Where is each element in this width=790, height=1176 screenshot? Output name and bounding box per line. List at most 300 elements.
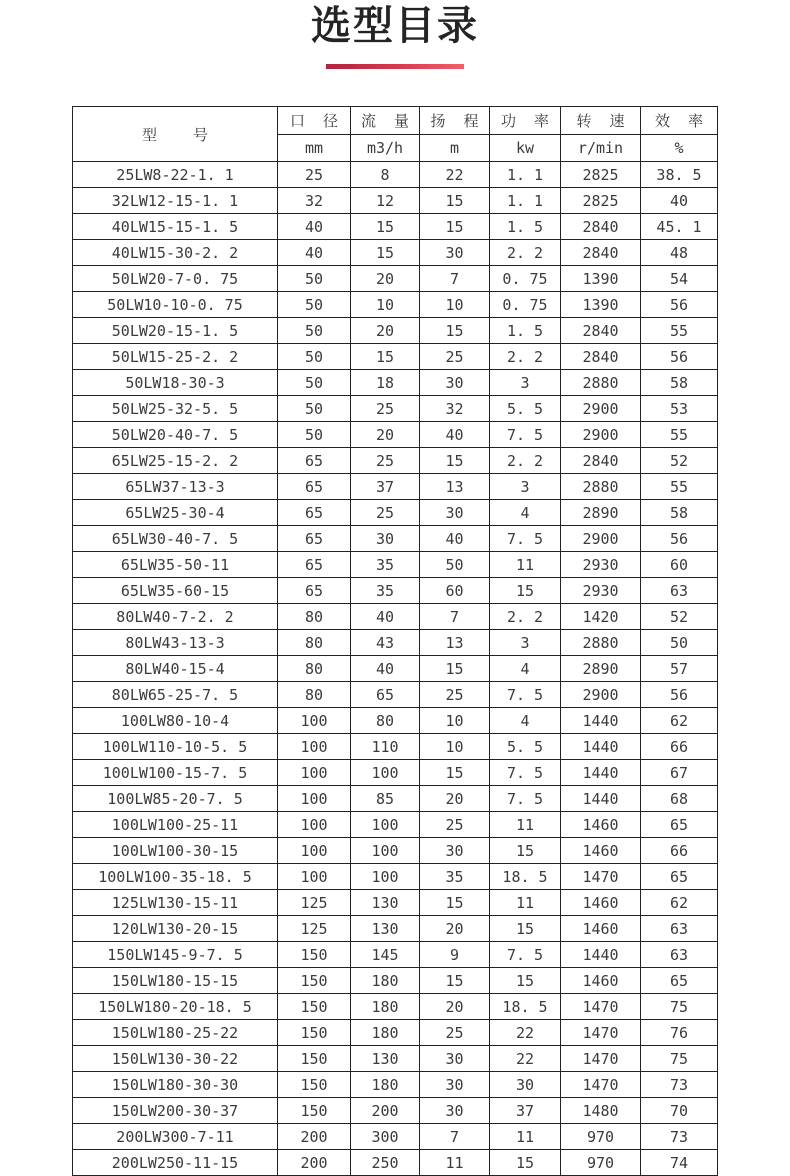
- value-cell: 73: [641, 1072, 718, 1098]
- model-cell: 50LW20-40-7. 5: [73, 422, 278, 448]
- column-header-unit: r/min: [561, 135, 641, 162]
- value-cell: 0. 75: [490, 292, 561, 318]
- value-cell: 50: [278, 344, 351, 370]
- value-cell: 13: [420, 474, 490, 500]
- model-cell: 50LW18-30-3: [73, 370, 278, 396]
- value-cell: 125: [278, 890, 351, 916]
- value-cell: 100: [278, 708, 351, 734]
- value-cell: 74: [641, 1150, 718, 1176]
- value-cell: 2900: [561, 526, 641, 552]
- value-cell: 60: [420, 578, 490, 604]
- value-cell: 80: [278, 656, 351, 682]
- value-cell: 35: [351, 552, 420, 578]
- value-cell: 20: [420, 994, 490, 1020]
- value-cell: 2825: [561, 188, 641, 214]
- value-cell: 10: [420, 708, 490, 734]
- model-cell: 200LW300-7-11: [73, 1124, 278, 1150]
- table-row: [73, 656, 718, 682]
- value-cell: 110: [351, 734, 420, 760]
- value-cell: 7: [420, 604, 490, 630]
- value-cell: 55: [641, 474, 718, 500]
- value-cell: 25: [420, 812, 490, 838]
- value-cell: 11: [420, 1150, 490, 1176]
- model-cell: 125LW130-15-11: [73, 890, 278, 916]
- value-cell: 60: [641, 552, 718, 578]
- column-header-model: 型 号: [73, 107, 278, 162]
- value-cell: 130: [351, 890, 420, 916]
- value-cell: 130: [351, 1046, 420, 1072]
- value-cell: 1390: [561, 266, 641, 292]
- model-cell: 65LW25-15-2. 2: [73, 448, 278, 474]
- value-cell: 200: [351, 1098, 420, 1124]
- value-cell: 2880: [561, 630, 641, 656]
- value-cell: 63: [641, 578, 718, 604]
- value-cell: 200: [278, 1124, 351, 1150]
- value-cell: 32: [278, 188, 351, 214]
- value-cell: 7. 5: [490, 422, 561, 448]
- value-cell: 15: [420, 760, 490, 786]
- table-row: [73, 344, 718, 370]
- value-cell: 180: [351, 1072, 420, 1098]
- column-header-label: 转 速: [561, 107, 641, 135]
- value-cell: 76: [641, 1020, 718, 1046]
- value-cell: 73: [641, 1124, 718, 1150]
- value-cell: 2825: [561, 162, 641, 188]
- value-cell: 35: [420, 864, 490, 890]
- value-cell: 20: [351, 266, 420, 292]
- value-cell: 125: [278, 916, 351, 942]
- value-cell: 57: [641, 656, 718, 682]
- value-cell: 7: [420, 1124, 490, 1150]
- value-cell: 2880: [561, 370, 641, 396]
- table-row: [73, 1124, 718, 1150]
- value-cell: 25: [420, 344, 490, 370]
- model-cell: 100LW100-35-18. 5: [73, 864, 278, 890]
- value-cell: 10: [420, 292, 490, 318]
- value-cell: 50: [420, 552, 490, 578]
- value-cell: 15: [490, 916, 561, 942]
- value-cell: 1470: [561, 1072, 641, 1098]
- value-cell: 30: [420, 240, 490, 266]
- table-row: [73, 1098, 718, 1124]
- value-cell: 65: [278, 526, 351, 552]
- value-cell: 30: [351, 526, 420, 552]
- value-cell: 52: [641, 604, 718, 630]
- value-cell: 15: [490, 578, 561, 604]
- model-cell: 40LW15-15-1. 5: [73, 214, 278, 240]
- model-cell: 150LW180-30-30: [73, 1072, 278, 1098]
- model-cell: 150LW130-30-22: [73, 1046, 278, 1072]
- table-row: [73, 266, 718, 292]
- value-cell: 8: [351, 162, 420, 188]
- model-cell: 40LW15-30-2. 2: [73, 240, 278, 266]
- column-header-label: 效 率: [641, 107, 718, 135]
- value-cell: 2840: [561, 318, 641, 344]
- value-cell: 4: [490, 708, 561, 734]
- column-header-unit: %: [641, 135, 718, 162]
- value-cell: 40: [278, 240, 351, 266]
- value-cell: 20: [420, 916, 490, 942]
- value-cell: 85: [351, 786, 420, 812]
- value-cell: 11: [490, 552, 561, 578]
- value-cell: 25: [278, 162, 351, 188]
- value-cell: 56: [641, 292, 718, 318]
- value-cell: 50: [278, 422, 351, 448]
- value-cell: 40: [420, 526, 490, 552]
- value-cell: 75: [641, 1046, 718, 1072]
- model-cell: 150LW145-9-7. 5: [73, 942, 278, 968]
- table-header: [73, 107, 718, 162]
- column-header-label: 流 量: [351, 107, 420, 135]
- value-cell: 3: [490, 630, 561, 656]
- value-cell: 3: [490, 370, 561, 396]
- value-cell: 7. 5: [490, 760, 561, 786]
- value-cell: 53: [641, 396, 718, 422]
- model-cell: 65LW35-60-15: [73, 578, 278, 604]
- value-cell: 2. 2: [490, 344, 561, 370]
- value-cell: 1440: [561, 786, 641, 812]
- value-cell: 15: [420, 968, 490, 994]
- model-cell: 32LW12-15-1. 1: [73, 188, 278, 214]
- value-cell: 1460: [561, 838, 641, 864]
- value-cell: 20: [420, 786, 490, 812]
- table-row: [73, 1150, 718, 1176]
- value-cell: 2900: [561, 682, 641, 708]
- value-cell: 35: [351, 578, 420, 604]
- table-row: [73, 968, 718, 994]
- pump-selection-table: [72, 106, 718, 1176]
- value-cell: 15: [351, 240, 420, 266]
- value-cell: 970: [561, 1150, 641, 1176]
- value-cell: 1440: [561, 708, 641, 734]
- value-cell: 1460: [561, 890, 641, 916]
- model-cell: 100LW100-30-15: [73, 838, 278, 864]
- value-cell: 1460: [561, 812, 641, 838]
- value-cell: 68: [641, 786, 718, 812]
- value-cell: 45. 1: [641, 214, 718, 240]
- column-header-unit: kw: [490, 135, 561, 162]
- table-row: [73, 370, 718, 396]
- value-cell: 56: [641, 526, 718, 552]
- value-cell: 30: [420, 1046, 490, 1072]
- table-row: [73, 162, 718, 188]
- value-cell: 32: [420, 396, 490, 422]
- value-cell: 100: [351, 812, 420, 838]
- table-row: [73, 604, 718, 630]
- value-cell: 2. 2: [490, 240, 561, 266]
- column-header-label: 扬 程: [420, 107, 490, 135]
- table-row: [73, 994, 718, 1020]
- value-cell: 7. 5: [490, 526, 561, 552]
- value-cell: 18. 5: [490, 994, 561, 1020]
- value-cell: 80: [278, 682, 351, 708]
- value-cell: 80: [278, 604, 351, 630]
- table-row: [73, 448, 718, 474]
- model-cell: 100LW110-10-5. 5: [73, 734, 278, 760]
- model-cell: 100LW80-10-4: [73, 708, 278, 734]
- value-cell: 180: [351, 1020, 420, 1046]
- table-row: [73, 1020, 718, 1046]
- table-row: [73, 942, 718, 968]
- value-cell: 18: [351, 370, 420, 396]
- value-cell: 37: [351, 474, 420, 500]
- value-cell: 54: [641, 266, 718, 292]
- value-cell: 100: [278, 760, 351, 786]
- value-cell: 300: [351, 1124, 420, 1150]
- model-cell: 50LW20-15-1. 5: [73, 318, 278, 344]
- value-cell: 55: [641, 422, 718, 448]
- value-cell: 63: [641, 916, 718, 942]
- value-cell: 1470: [561, 994, 641, 1020]
- value-cell: 100: [278, 734, 351, 760]
- value-cell: 15: [351, 214, 420, 240]
- value-cell: 50: [641, 630, 718, 656]
- value-cell: 65: [278, 500, 351, 526]
- value-cell: 20: [351, 318, 420, 344]
- table-body: [73, 162, 718, 1176]
- value-cell: 2900: [561, 422, 641, 448]
- table-row: [73, 474, 718, 500]
- value-cell: 200: [278, 1150, 351, 1176]
- value-cell: 62: [641, 708, 718, 734]
- model-cell: 65LW35-50-11: [73, 552, 278, 578]
- value-cell: 22: [420, 162, 490, 188]
- value-cell: 11: [490, 890, 561, 916]
- value-cell: 25: [351, 396, 420, 422]
- value-cell: 4: [490, 656, 561, 682]
- value-cell: 150: [278, 1098, 351, 1124]
- value-cell: 2880: [561, 474, 641, 500]
- value-cell: 56: [641, 344, 718, 370]
- value-cell: 1. 5: [490, 214, 561, 240]
- value-cell: 65: [278, 578, 351, 604]
- value-cell: 2840: [561, 214, 641, 240]
- value-cell: 2. 2: [490, 448, 561, 474]
- value-cell: 30: [420, 838, 490, 864]
- value-cell: 150: [278, 942, 351, 968]
- value-cell: 66: [641, 734, 718, 760]
- value-cell: 65: [641, 864, 718, 890]
- model-cell: 65LW30-40-7. 5: [73, 526, 278, 552]
- value-cell: 37: [490, 1098, 561, 1124]
- value-cell: 150: [278, 994, 351, 1020]
- value-cell: 7: [420, 266, 490, 292]
- value-cell: 15: [351, 344, 420, 370]
- value-cell: 250: [351, 1150, 420, 1176]
- value-cell: 10: [420, 734, 490, 760]
- value-cell: 2840: [561, 344, 641, 370]
- model-cell: 120LW130-20-15: [73, 916, 278, 942]
- value-cell: 1. 1: [490, 188, 561, 214]
- model-cell: 150LW180-20-18. 5: [73, 994, 278, 1020]
- value-cell: 65: [351, 682, 420, 708]
- model-cell: 200LW250-11-15: [73, 1150, 278, 1176]
- value-cell: 2900: [561, 396, 641, 422]
- value-cell: 80: [351, 708, 420, 734]
- value-cell: 1460: [561, 968, 641, 994]
- value-cell: 145: [351, 942, 420, 968]
- page-title: 选型目录: [311, 4, 479, 48]
- table-row: [73, 422, 718, 448]
- table-row: [73, 890, 718, 916]
- model-cell: 100LW85-20-7. 5: [73, 786, 278, 812]
- table-row: [73, 630, 718, 656]
- value-cell: 15: [420, 188, 490, 214]
- value-cell: 5. 5: [490, 734, 561, 760]
- value-cell: 2930: [561, 578, 641, 604]
- value-cell: 970: [561, 1124, 641, 1150]
- value-cell: 100: [351, 838, 420, 864]
- value-cell: 15: [420, 318, 490, 344]
- table-row: [73, 578, 718, 604]
- value-cell: 150: [278, 1072, 351, 1098]
- value-cell: 50: [278, 318, 351, 344]
- table-row: [73, 396, 718, 422]
- value-cell: 56: [641, 682, 718, 708]
- model-cell: 50LW10-10-0. 75: [73, 292, 278, 318]
- value-cell: 2890: [561, 656, 641, 682]
- table-row: [73, 734, 718, 760]
- value-cell: 3: [490, 474, 561, 500]
- model-cell: 80LW43-13-3: [73, 630, 278, 656]
- value-cell: 1460: [561, 916, 641, 942]
- value-cell: 20: [351, 422, 420, 448]
- value-cell: 15: [490, 968, 561, 994]
- value-cell: 15: [490, 1150, 561, 1176]
- value-cell: 40: [278, 214, 351, 240]
- model-cell: 50LW15-25-2. 2: [73, 344, 278, 370]
- value-cell: 66: [641, 838, 718, 864]
- value-cell: 50: [278, 370, 351, 396]
- value-cell: 7. 5: [490, 942, 561, 968]
- value-cell: 1480: [561, 1098, 641, 1124]
- table-row: [73, 682, 718, 708]
- value-cell: 1470: [561, 864, 641, 890]
- value-cell: 58: [641, 500, 718, 526]
- table-row: [73, 500, 718, 526]
- model-cell: 25LW8-22-1. 1: [73, 162, 278, 188]
- value-cell: 15: [420, 214, 490, 240]
- model-cell: 50LW25-32-5. 5: [73, 396, 278, 422]
- value-cell: 100: [351, 760, 420, 786]
- value-cell: 15: [420, 656, 490, 682]
- value-cell: 1420: [561, 604, 641, 630]
- value-cell: 55: [641, 318, 718, 344]
- model-cell: 65LW25-30-4: [73, 500, 278, 526]
- table-row: [73, 786, 718, 812]
- value-cell: 80: [278, 630, 351, 656]
- model-cell: 50LW20-7-0. 75: [73, 266, 278, 292]
- value-cell: 130: [351, 916, 420, 942]
- value-cell: 2840: [561, 448, 641, 474]
- model-cell: 150LW180-25-22: [73, 1020, 278, 1046]
- value-cell: 5. 5: [490, 396, 561, 422]
- value-cell: 100: [278, 812, 351, 838]
- value-cell: 15: [490, 838, 561, 864]
- table-row: [73, 292, 718, 318]
- header-row-labels: [73, 107, 718, 135]
- value-cell: 18. 5: [490, 864, 561, 890]
- table-row: [73, 318, 718, 344]
- value-cell: 10: [351, 292, 420, 318]
- value-cell: 150: [278, 1020, 351, 1046]
- value-cell: 1440: [561, 942, 641, 968]
- model-cell: 150LW200-30-37: [73, 1098, 278, 1124]
- model-cell: 150LW180-15-15: [73, 968, 278, 994]
- value-cell: 25: [420, 682, 490, 708]
- table-row: [73, 188, 718, 214]
- value-cell: 67: [641, 760, 718, 786]
- table-row: [73, 1046, 718, 1072]
- value-cell: 65: [278, 474, 351, 500]
- value-cell: 9: [420, 942, 490, 968]
- value-cell: 22: [490, 1046, 561, 1072]
- value-cell: 30: [420, 500, 490, 526]
- value-cell: 150: [278, 968, 351, 994]
- value-cell: 52: [641, 448, 718, 474]
- value-cell: 65: [641, 812, 718, 838]
- value-cell: 1470: [561, 1046, 641, 1072]
- table-row: [73, 1072, 718, 1098]
- model-cell: 100LW100-25-11: [73, 812, 278, 838]
- value-cell: 30: [420, 370, 490, 396]
- value-cell: 180: [351, 968, 420, 994]
- table-row: [73, 916, 718, 942]
- model-cell: 80LW40-15-4: [73, 656, 278, 682]
- value-cell: 11: [490, 812, 561, 838]
- value-cell: 11: [490, 1124, 561, 1150]
- value-cell: 15: [420, 448, 490, 474]
- value-cell: 1440: [561, 734, 641, 760]
- value-cell: 50: [278, 396, 351, 422]
- value-cell: 180: [351, 994, 420, 1020]
- table-row: [73, 760, 718, 786]
- value-cell: 40: [351, 604, 420, 630]
- value-cell: 100: [351, 864, 420, 890]
- value-cell: 30: [420, 1072, 490, 1098]
- value-cell: 100: [278, 838, 351, 864]
- value-cell: 40: [641, 188, 718, 214]
- value-cell: 0. 75: [490, 266, 561, 292]
- value-cell: 38. 5: [641, 162, 718, 188]
- value-cell: 40: [351, 656, 420, 682]
- value-cell: 30: [490, 1072, 561, 1098]
- table-row: [73, 838, 718, 864]
- table-row: [73, 708, 718, 734]
- value-cell: 75: [641, 994, 718, 1020]
- column-header-unit: m3/h: [351, 135, 420, 162]
- value-cell: 2890: [561, 500, 641, 526]
- table-row: [73, 552, 718, 578]
- value-cell: 7. 5: [490, 682, 561, 708]
- value-cell: 15: [420, 890, 490, 916]
- model-cell: 80LW40-7-2. 2: [73, 604, 278, 630]
- value-cell: 50: [278, 266, 351, 292]
- value-cell: 25: [351, 448, 420, 474]
- value-cell: 4: [490, 500, 561, 526]
- value-cell: 1. 1: [490, 162, 561, 188]
- value-cell: 100: [278, 864, 351, 890]
- value-cell: 2840: [561, 240, 641, 266]
- table-row: [73, 812, 718, 838]
- table-row: [73, 240, 718, 266]
- value-cell: 1440: [561, 760, 641, 786]
- value-cell: 40: [420, 422, 490, 448]
- value-cell: 58: [641, 370, 718, 396]
- value-cell: 1. 5: [490, 318, 561, 344]
- value-cell: 43: [351, 630, 420, 656]
- value-cell: 2930: [561, 552, 641, 578]
